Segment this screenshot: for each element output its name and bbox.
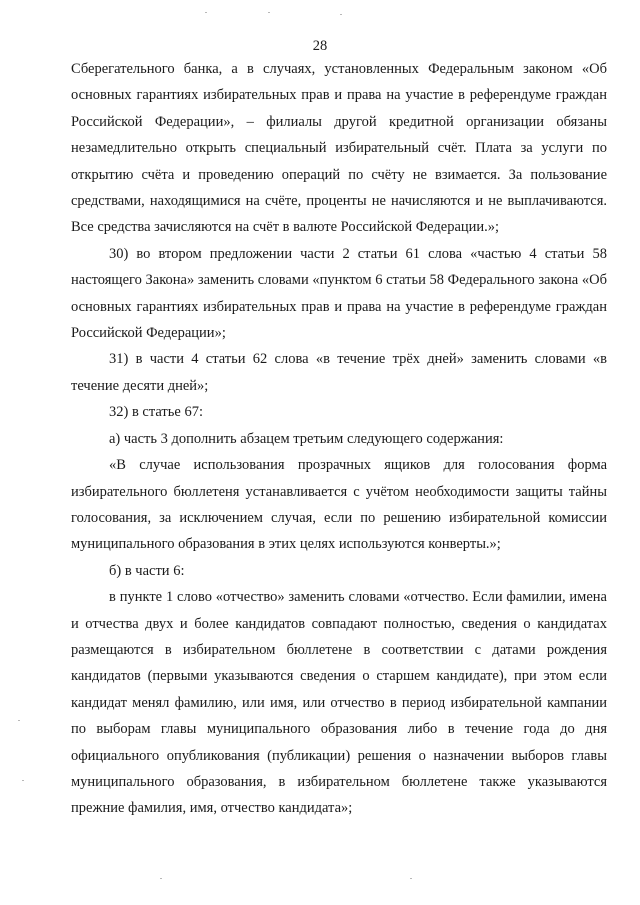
paragraph: а) часть 3 дополнить абзацем третьим следующего содержания:: [109, 430, 504, 447]
paragraph: «В случае использования прозрачных ящиков для голосования форма избирательного бюллетеня устанавливается с учётом необходимости защиты тайны голосования, за исключением случая, если по решению избирательной комиссии муниципального образования в этих целях используются конверты.»;: [71, 457, 607, 553]
paragraph: Сберегательного банка, а в случаях, установленных Федеральным законом «Об основных гарантиях избирательных прав и права на участие в референдуме граждан Российской Федерации», – филиалы другой кредитной организации обязаны незамедлительно открыть специальный избирательный счёт. Плата за услуги по открытию счёта и проведению операций по счёту не взимается. За пользование средствами, находящимися на счёте, проценты не начисляются и не выплачиваются. Все средства зачисляются на счёт в валюте Российской Федерации.»;: [71, 61, 607, 236]
page-number: 28: [312, 38, 328, 54]
scan-artifact: [410, 878, 412, 879]
paragraph: 31) в части 4 статьи 62 слова «в течение трёх дней» заменить словами «в течение десяти дней»;: [71, 351, 607, 394]
paragraph: 32) в статье 67:: [109, 404, 203, 421]
scan-artifact: [205, 12, 207, 13]
scan-artifact: [268, 12, 270, 13]
paragraph: б) в части 6:: [109, 562, 185, 579]
scan-artifact: [160, 878, 162, 879]
scan-artifact: [22, 780, 24, 781]
scan-artifact: [18, 720, 20, 721]
document-body: [71, 56, 607, 822]
paragraph: 30) во втором предложении части 2 статьи 61 слова «частью 4 статьи 58 настоящего Закона» заменить словами «пунктом 6 статьи 58 Федерального закона «Об основных гарантиях избирательных прав и права на участие в референдуме граждан Российской Федерации»;: [71, 245, 607, 342]
scan-artifact: [340, 14, 342, 15]
paragraph: в пункте 1 слово «отчество» заменить словами «отчество. Если фамилии, имена и отчества двух и более кандидатов совпадают полностью, сведения о кандидатах размещаются в избирательном бюллетене в соответствии с датами рождения кандидатов (первыми указываются сведения о старшем кандидате), при этом если кандидат менял фамилию, или имя, или отчество в период избирательной кампании по выборам главы муниципального образования либо в течение года до дня официального опубликования (публикации) решения о назначении выборов главы муниципального образования, в избирательном бюллетене также указываются прежние фамилия, имя, отчество кандидата»;: [71, 589, 607, 817]
